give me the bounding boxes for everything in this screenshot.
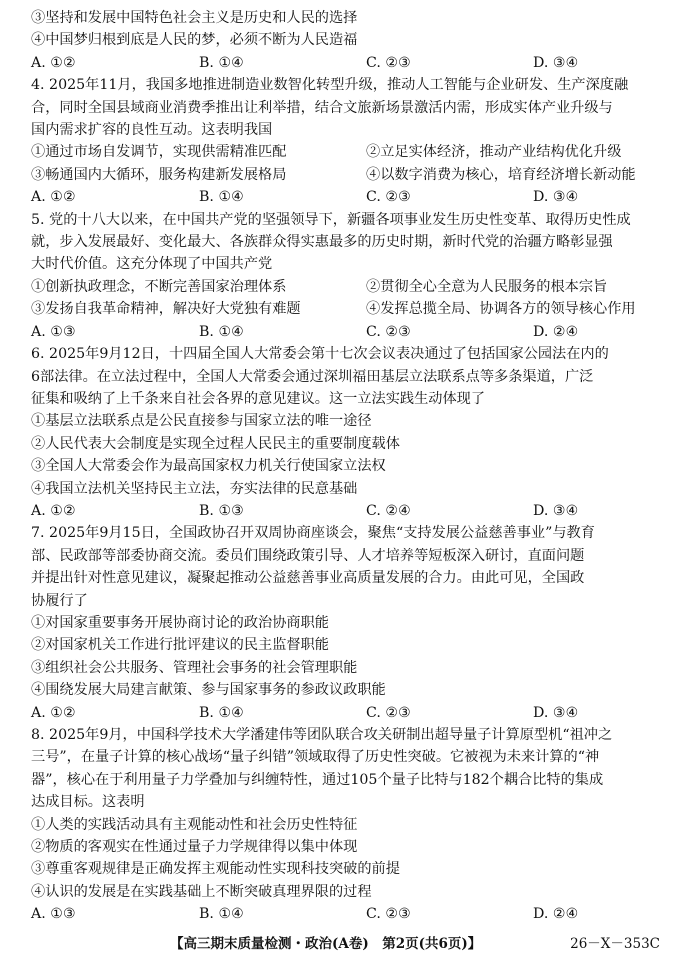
- choice-a[interactable]: A. ①②: [31, 502, 76, 519]
- choice-d[interactable]: D. ②④: [533, 906, 579, 923]
- option-line: ①对国家重要事务开展协商讨论的政治协商职能: [31, 614, 329, 631]
- choice-c[interactable]: C. ②③: [366, 704, 411, 721]
- choice-a[interactable]: A. ①③: [31, 323, 76, 340]
- answer-choices: [31, 186, 655, 208]
- option-line: ④我国立法机关坚持民主立法，夯实法律的民意基础: [31, 480, 358, 497]
- option-line: ③全国人大常委会作为最高国家权力机关行使国家立法权: [31, 458, 386, 475]
- option-line: ③组织社会公共服务、管理社会事务的社会管理职能: [31, 659, 358, 676]
- option-2: ②贯彻全心全意为人民服务的根本宗旨: [366, 278, 608, 295]
- option-line: ③尊重客观规律是正确发挥主观能动性实现科技突破的前提: [31, 861, 400, 878]
- answer-choices: [31, 500, 655, 522]
- choice-a[interactable]: A. ①②: [31, 704, 76, 721]
- choice-d[interactable]: D. ②④: [533, 323, 579, 340]
- question-stem-line: 达成目标。这表明: [31, 794, 145, 811]
- option-line: ②人民代表大会制度是实现全过程人民民主的重要制度载体: [31, 435, 400, 452]
- question-stem-line: 4. 2025年11月，我国多地推进制造业数智化转型升级，推动人工智能与企业研发、生产深度融: [31, 77, 629, 94]
- choice-a[interactable]: A. ①③: [31, 906, 76, 923]
- option-4: ④发挥总揽全局、协调各方的领导核心作用: [366, 301, 636, 318]
- answer-choices: [31, 321, 655, 343]
- question-4: [31, 74, 655, 208]
- option-line: ①基层立法联系点是公民直接参与国家立法的唯一途径: [31, 413, 372, 430]
- option-2: ②立足实体经济，推动产业结构优化升级: [366, 144, 622, 161]
- choice-c[interactable]: C. ②③: [366, 54, 411, 71]
- question-stem-line: 6部法律。在立法过程中，全国人大常委会通过深圳福田基层立法联系点等多条渠道，广泛: [31, 368, 594, 385]
- answer-choices: [31, 702, 655, 724]
- question-stem-line: 征集和吸纳了上千条来自社会各界的意见建议。这一立法实践生动体现了: [31, 390, 486, 407]
- option-line: ④中国梦归根到底是人民的梦，必须不断为人民造福: [31, 32, 358, 49]
- option-line: ④认识的发展是在实践基础上不断突破真理界限的过程: [31, 883, 372, 900]
- choice-d[interactable]: D. ③④: [533, 189, 579, 206]
- question-6: [31, 343, 655, 522]
- choice-c[interactable]: C. ②③: [366, 323, 411, 340]
- question-8: [31, 724, 655, 926]
- question-stem-line: 就，步入发展最好、变化最大、各族群众得实惠最多的历史时期，新时代党的治疆方略彰显强: [31, 234, 613, 251]
- question-5: [31, 209, 655, 343]
- choice-b[interactable]: B. ①④: [199, 189, 244, 206]
- question-stem-line: 器”，核心在于利用量子力学叠加与纠缠特性，通过105个量子比特与182个耦合比特的集成: [31, 771, 604, 788]
- paper-code: 26－X－353C: [570, 936, 660, 952]
- option-3: ③畅通国内大循环，服务构建新发展格局: [31, 166, 287, 183]
- question-stem-line: 协履行了: [31, 592, 88, 609]
- option-line: ③坚持和发展中国特色社会主义是历史和人民的选择: [31, 10, 358, 26]
- option-grid: [31, 276, 655, 321]
- question-stem-line: 三号”，在量子计算的核心战场“量子纠错”领域取得了历史性突破。它被视为未来计算的“神: [31, 749, 600, 766]
- choice-d[interactable]: D. ③④: [533, 502, 579, 519]
- question-stem-line: 部、民政部等部委协商交流。委员们围绕政策引导、人才培养等短板深入研讨，直面问题: [31, 547, 585, 564]
- choice-a[interactable]: A. ①②: [31, 189, 76, 206]
- option-grid: [31, 141, 655, 186]
- option-line: ①人类的实践活动具有主观能动性和社会历史性特征: [31, 816, 358, 833]
- choice-d[interactable]: D. ③④: [533, 54, 579, 71]
- question-stem-line: 8. 2025年9月，中国科学技术大学潘建伟等团队联合攻关研制出超导量子计算原型机“祖冲之: [31, 727, 613, 743]
- question-stem-line: 合，同时全国县域商业消费季推出让利举措，结合文旅新场景激活内需，形成实体产业升级与: [31, 99, 613, 116]
- question-stem-line: 并提出针对性意见建议，凝聚起推动公益慈善事业高质量发展的合力。由此可见，全国政: [31, 570, 585, 587]
- question-stem-line: 5. 党的十八大以来，在中国共产党的坚强领导下，新疆各项事业发生历史性变革、取得历史性成: [31, 211, 631, 228]
- choice-c[interactable]: C. ②③: [366, 906, 411, 923]
- question-stem-line: 7. 2025年9月15日，全国政协召开双周协商座谈会，聚焦“支持发展公益慈善事业”与教育: [31, 525, 595, 542]
- question-stem-line: 大时代价值。这充分体现了中国共产党: [31, 256, 273, 273]
- choice-b[interactable]: B. ①③: [199, 502, 244, 519]
- option-line: ②物质的客观实在性通过量子力学规律得以集中体现: [31, 839, 358, 856]
- choice-b[interactable]: B. ①④: [199, 906, 244, 923]
- option-1: ①创新执政理念，不断完善国家治理体系: [31, 278, 287, 295]
- option-4: ④以数字消费为核心，培育经济增长新动能: [366, 166, 636, 183]
- carryover-block: [31, 7, 655, 74]
- option-line: ④围绕发展大局建言献策、参与国家事务的参政议政职能: [31, 682, 386, 699]
- option-line: ②对国家机关工作进行批评建议的民主监督职能: [31, 637, 329, 654]
- question-7: [31, 522, 655, 724]
- choice-b[interactable]: B. ①④: [199, 54, 244, 71]
- choice-c[interactable]: C. ②③: [366, 189, 411, 206]
- choice-b[interactable]: B. ①④: [199, 704, 244, 721]
- page-footer: [170, 933, 660, 955]
- answer-choices: [31, 903, 655, 925]
- choice-b[interactable]: B. ①④: [199, 323, 244, 340]
- question-stem-line: 6. 2025年9月12日，十四届全国人大常委会第十七次会议表决通过了包括国家公园法在内的: [31, 346, 609, 363]
- option-3: ③发扬自我革命精神，解决好大党独有难题: [31, 301, 301, 318]
- question-stem-line: 国内需求扩容的良性互动。这表明我国: [31, 122, 273, 139]
- choice-a[interactable]: A. ①②: [31, 54, 76, 71]
- option-1: ①通过市场自发调节，实现供需精准匹配: [31, 144, 287, 161]
- footer-title: 【高三期末质量检测・政治(A卷) 第2页(共6页)】: [170, 936, 482, 952]
- choice-d[interactable]: D. ③④: [533, 704, 579, 721]
- choice-c[interactable]: C. ②④: [366, 502, 411, 519]
- answer-choices: [31, 52, 655, 74]
